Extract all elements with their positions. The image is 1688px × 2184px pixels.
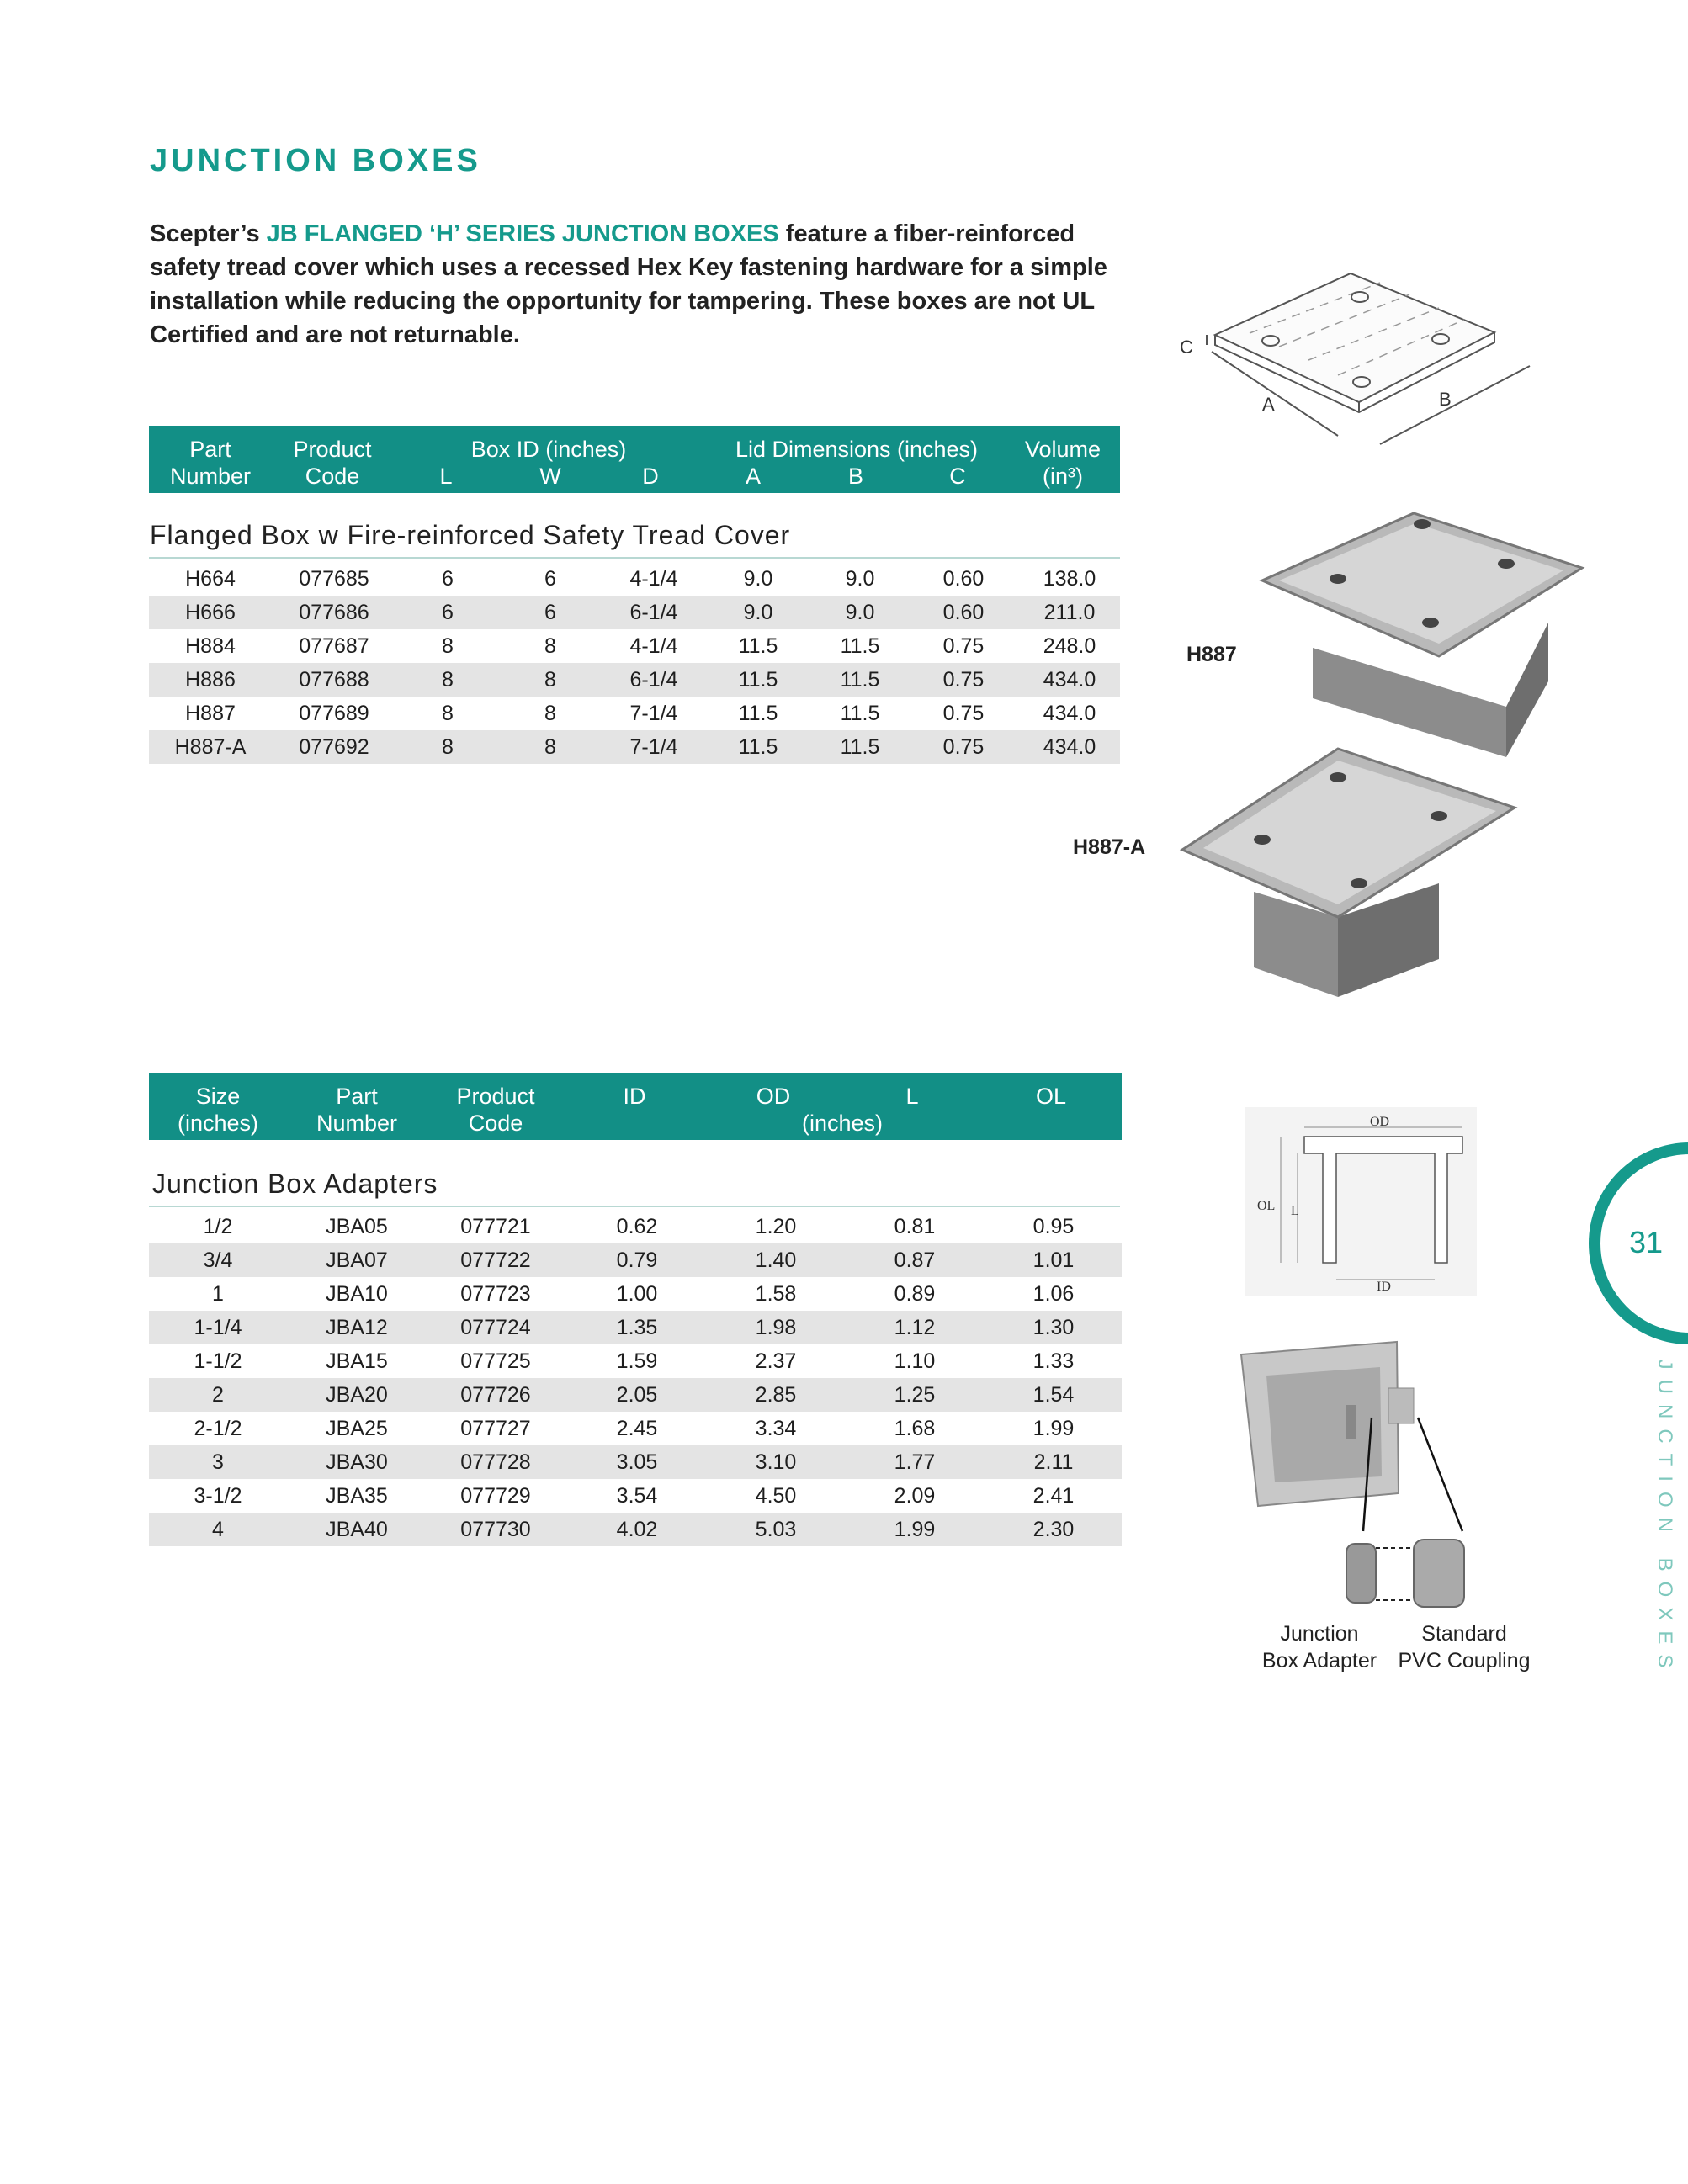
table-cell: 11.5 [738, 668, 778, 692]
table-cell: 248.0 [1043, 634, 1096, 658]
table-cell: 11.5 [738, 735, 778, 759]
table-cell: 1.35 [616, 1316, 658, 1339]
table-cell: 1.01 [1032, 1248, 1075, 1272]
table-cell: 1.99 [894, 1518, 936, 1541]
adapter-row [149, 1412, 1122, 1445]
table-cell: 6 [544, 601, 556, 624]
table-cell: 6-1/4 [629, 668, 678, 692]
h887a-label: H887-A [1073, 835, 1146, 859]
hdr-A: A [745, 464, 762, 489]
table-cell: 1.06 [1032, 1282, 1075, 1306]
adapter-row [149, 1277, 1122, 1311]
table-cell: H666 [185, 601, 236, 624]
adapters-table [149, 1073, 1122, 1540]
hdr-D: D [642, 464, 659, 489]
box-row [149, 596, 1120, 629]
h887-label: H887 [1186, 643, 1237, 666]
hdr-product-code: Product Code [456, 1084, 535, 1136]
table-cell: 2.30 [1032, 1518, 1075, 1541]
hdr-B: B [847, 464, 864, 489]
hdr-id: ID [623, 1084, 646, 1109]
adapters-table-header [149, 1073, 1122, 1140]
table-cell: 077730 [460, 1518, 531, 1541]
table-cell: 1-1/2 [194, 1349, 242, 1373]
table-cell: JBA10 [326, 1282, 388, 1306]
table-cell: H887 [185, 702, 236, 725]
table-cell: 9.0 [743, 567, 773, 591]
box-row [149, 663, 1120, 697]
table-cell: 4-1/4 [629, 634, 678, 658]
table-cell: 2.85 [755, 1383, 797, 1407]
table-cell: 0.75 [942, 735, 985, 759]
box-row [149, 562, 1120, 596]
table-cell: 4.02 [616, 1518, 658, 1541]
table-cell: 1.40 [755, 1248, 797, 1272]
diagram-id: ID [1377, 1280, 1391, 1294]
table-cell: 1.25 [894, 1383, 936, 1407]
adapter-row [149, 1311, 1122, 1344]
table-cell: 077688 [299, 668, 369, 692]
table-cell: 1.20 [755, 1215, 797, 1238]
table-cell: JBA07 [326, 1248, 388, 1272]
table-cell: 1 [212, 1282, 224, 1306]
table-cell: 9.0 [845, 567, 875, 591]
table-cell: 434.0 [1043, 702, 1096, 725]
table-cell: 6 [442, 601, 454, 624]
table-cell: 2.09 [894, 1484, 936, 1508]
table-cell: 077692 [299, 735, 369, 759]
table-cell: 1.99 [1032, 1417, 1075, 1440]
table-cell: 1.12 [894, 1316, 936, 1339]
table-cell: 11.5 [840, 702, 880, 725]
table-cell: 8 [442, 668, 454, 692]
adapter-row [149, 1378, 1122, 1412]
table-cell: 1.54 [1032, 1383, 1075, 1407]
table-cell: 077724 [460, 1316, 531, 1339]
table-cell: 11.5 [840, 668, 880, 692]
adapter-dimension-diagram [1245, 1107, 1477, 1296]
table-cell: 8 [544, 634, 556, 658]
table-cell: 3.05 [616, 1450, 658, 1474]
hdr-ol: OL [1035, 1084, 1067, 1109]
adapter-row [149, 1243, 1122, 1277]
table-cell: 3 [212, 1450, 224, 1474]
table-cell: 11.5 [840, 634, 880, 658]
table-cell: JBA20 [326, 1383, 388, 1407]
diagram-ol: OL [1257, 1199, 1276, 1213]
box-row [149, 629, 1120, 663]
adapters-section-rule [149, 1206, 1120, 1207]
table-cell: 2-1/2 [194, 1417, 242, 1440]
boxes-table-header [149, 426, 1120, 493]
h887a-box-image [1170, 740, 1523, 1001]
side-section-label: JUNCTION BOXES [1653, 1359, 1676, 1678]
table-cell: 1/2 [203, 1215, 233, 1238]
hdr-volume: Volume (in³) [1024, 437, 1101, 489]
boxes-section-rule [149, 557, 1120, 559]
adapter-row [149, 1513, 1122, 1546]
table-cell: 3-1/2 [194, 1484, 242, 1508]
table-cell: 8 [544, 702, 556, 725]
lid-label-b: B [1439, 389, 1452, 410]
table-cell: 1.98 [755, 1316, 797, 1339]
table-cell: 2 [212, 1383, 224, 1407]
lid-dimension-drawing [1170, 261, 1540, 471]
table-cell: 077687 [299, 634, 369, 658]
table-cell: 077722 [460, 1248, 531, 1272]
table-cell: 2.05 [616, 1383, 658, 1407]
lid-label-c: C [1180, 337, 1193, 358]
table-cell: 8 [442, 634, 454, 658]
hdr-boxid: Box ID (inches) [470, 437, 627, 462]
table-cell: 0.60 [942, 567, 985, 591]
table-cell: 0.75 [942, 702, 985, 725]
table-cell: 077725 [460, 1349, 531, 1373]
table-cell: 7-1/4 [629, 702, 678, 725]
table-cell: 3.34 [755, 1417, 797, 1440]
table-cell: JBA30 [326, 1450, 388, 1474]
table-cell: 2.45 [616, 1417, 658, 1440]
table-cell: 077728 [460, 1450, 531, 1474]
table-cell: 077721 [460, 1215, 531, 1238]
table-cell: 0.75 [942, 668, 985, 692]
table-cell: 0.87 [894, 1248, 936, 1272]
table-cell: 8 [544, 668, 556, 692]
table-cell: 8 [442, 702, 454, 725]
table-cell: 4 [212, 1518, 224, 1541]
table-cell: 0.75 [942, 634, 985, 658]
table-cell: 077726 [460, 1383, 531, 1407]
table-cell: H664 [185, 567, 236, 591]
junction-box-adapter-photo [1237, 1338, 1523, 1615]
table-cell: JBA15 [326, 1349, 388, 1373]
boxes-table [149, 426, 1120, 766]
hdr-part: Part Number [169, 437, 252, 489]
hdr-size: Size (inches) [177, 1084, 259, 1136]
diagram-l: L [1291, 1204, 1299, 1218]
table-cell: 077689 [299, 702, 369, 725]
hdr-W: W [539, 464, 561, 489]
table-cell: 6 [544, 567, 556, 591]
table-cell: H884 [185, 634, 236, 658]
table-cell: 1.00 [616, 1282, 658, 1306]
table-cell: 1.10 [894, 1349, 936, 1373]
page-number: 31 [1629, 1225, 1664, 1259]
table-cell: JBA40 [326, 1518, 388, 1541]
hdr-l: L [905, 1084, 919, 1109]
table-cell: 1.58 [755, 1282, 797, 1306]
hdr-L: L [439, 464, 453, 489]
page-title: JUNCTION BOXES [150, 143, 481, 178]
table-cell: 1.77 [894, 1450, 936, 1474]
table-cell: JBA25 [326, 1417, 388, 1440]
box-row [149, 697, 1120, 730]
table-cell: 3.10 [755, 1450, 797, 1474]
table-cell: 077727 [460, 1417, 531, 1440]
table-cell: JBA12 [326, 1316, 388, 1339]
table-cell: 0.79 [616, 1248, 658, 1272]
table-cell: 0.62 [616, 1215, 658, 1238]
table-cell: 2.41 [1032, 1484, 1075, 1508]
table-cell: 5.03 [755, 1518, 797, 1541]
adapters-section-title: Junction Box Adapters [152, 1169, 438, 1199]
table-cell: 11.5 [840, 735, 880, 759]
intro-rest: feature a fiber-reinforced safety tread cover which uses a recessed Hex Key fastening hardware for a simple installation while reducing the opportunity for tampering. These boxes are not UL Certified and are not returnable. [150, 220, 1107, 348]
table-cell: 9.0 [845, 601, 875, 624]
table-cell: 1.33 [1032, 1349, 1075, 1373]
table-cell: 077686 [299, 601, 369, 624]
table-cell: 3/4 [203, 1248, 233, 1272]
table-cell: 3.54 [616, 1484, 658, 1508]
table-cell: 2.11 [1033, 1450, 1074, 1474]
boxes-section-title: Flanged Box w Fire-reinforced Safety Tread Cover [150, 520, 791, 550]
intro-paragraph [150, 217, 1134, 352]
diagram-od: OD [1370, 1115, 1390, 1129]
hdr-od: OD [756, 1084, 791, 1109]
intro-highlight: JB FLANGED ‘H’ SERIES JUNCTION BOXES [266, 220, 779, 247]
table-cell: 1.68 [894, 1417, 936, 1440]
table-cell: 8 [544, 735, 556, 759]
table-cell: 7-1/4 [629, 735, 678, 759]
hdr-C: C [949, 464, 966, 489]
table-cell: 11.5 [738, 634, 778, 658]
table-cell: 11.5 [738, 702, 778, 725]
intro-prefix: Scepter’s [150, 220, 267, 247]
table-cell: H886 [185, 668, 236, 692]
table-cell: 6 [442, 567, 454, 591]
table-cell: 8 [442, 735, 454, 759]
lid-label-a: A [1262, 394, 1275, 415]
table-cell: 077685 [299, 567, 369, 591]
table-cell: 077723 [460, 1282, 531, 1306]
table-cell: 0.81 [894, 1215, 936, 1238]
table-cell: H887-A [174, 735, 247, 759]
table-cell: 0.95 [1032, 1215, 1075, 1238]
table-cell: 434.0 [1043, 735, 1096, 759]
table-cell: 9.0 [743, 601, 773, 624]
hdr-lid: Lid Dimensions (inches) [735, 437, 979, 462]
table-cell: 2.37 [755, 1349, 797, 1373]
table-cell: 077729 [460, 1484, 531, 1508]
table-cell: 1-1/4 [194, 1316, 242, 1339]
table-cell: 0.60 [942, 601, 985, 624]
hdr-product: Product Code [293, 437, 372, 489]
h887-box-image [1254, 496, 1590, 766]
box-row [149, 730, 1120, 764]
table-cell: 1.30 [1032, 1316, 1075, 1339]
table-cell: 0.89 [894, 1282, 936, 1306]
adapter-row [149, 1344, 1122, 1378]
table-cell: 4.50 [755, 1484, 797, 1508]
table-cell: 211.0 [1043, 601, 1096, 624]
hdr-part-number: Part Number [316, 1084, 398, 1136]
table-cell: 434.0 [1043, 668, 1096, 692]
table-cell: 1.59 [616, 1349, 658, 1373]
hdr-inches: (inches) [801, 1111, 884, 1136]
table-cell: 6-1/4 [629, 601, 678, 624]
adapter-row [149, 1445, 1122, 1479]
table-cell: JBA05 [326, 1215, 388, 1238]
table-cell: JBA35 [326, 1484, 388, 1508]
table-cell: 4-1/4 [629, 567, 678, 591]
adapter-row [149, 1479, 1122, 1513]
caption-junction-box-adapter: Junction Box Adapter [1261, 1622, 1377, 1672]
adapter-row [149, 1210, 1122, 1243]
table-cell: 138.0 [1043, 567, 1096, 591]
caption-standard-pvc-coupling: Standard PVC Coupling [1398, 1622, 1531, 1672]
